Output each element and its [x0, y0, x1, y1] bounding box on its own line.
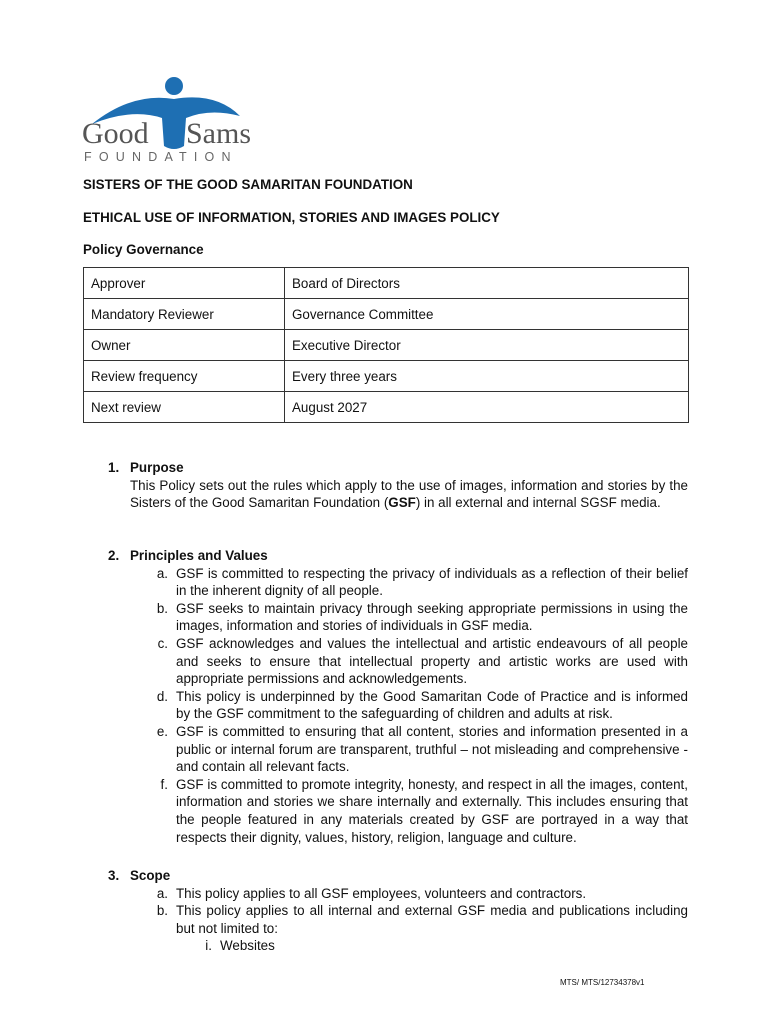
purpose-text	[130, 477, 688, 512]
list-item	[130, 688, 688, 723]
list-text: This policy applies to all internal and external GSF media and publications including but not limited to:	[176, 903, 688, 936]
list-item	[130, 723, 688, 776]
list-item	[130, 885, 688, 903]
table-value: Governance Committee	[285, 299, 689, 330]
governance-heading: Policy Governance	[83, 242, 204, 257]
section-number: 2.	[108, 548, 120, 563]
principles-list	[130, 565, 688, 847]
logo-tagline: FOUNDATION	[84, 150, 238, 164]
logo-word-left: Good	[82, 117, 149, 150]
list-text: GSF is committed to ensuring that all content, stories and information presented in a public or internal forum are transparent, truthful – not misleading and comprehensive - and contain all relevant facts.	[176, 723, 688, 775]
list-item	[130, 902, 688, 937]
list-label: i.	[205, 938, 212, 954]
table-value: Executive Director	[285, 330, 689, 361]
table-value: August 2027	[285, 392, 689, 423]
good-sams-logo-graphic	[82, 74, 272, 164]
table-row	[84, 299, 689, 330]
purpose-title: Purpose	[130, 460, 184, 475]
good-sams-logo	[82, 74, 272, 164]
purpose-text-bold: GSF	[388, 495, 416, 511]
list-text: This policy applies to all GSF employees, volunteers and contractors.	[176, 885, 587, 901]
purpose-section	[108, 459, 688, 512]
table-value: Every three years	[285, 361, 689, 392]
purpose-text-b: ) in all external and internal SGSF media.	[415, 495, 661, 511]
table-row	[84, 361, 689, 392]
document-reference: MTS/ MTS/12734378v1	[560, 978, 645, 987]
list-label: f.	[160, 776, 168, 792]
table-key: Owner	[84, 330, 285, 361]
list-text: GSF acknowledges and values the intellectual and artistic endeavours of all people and seeks to ensure that intellectual property and artistic works are used with appropriate permissions and acknowledgements.	[176, 635, 688, 687]
list-label: b.	[156, 600, 168, 616]
list-label: d.	[156, 688, 168, 704]
scope-title: Scope	[130, 868, 171, 883]
purpose-text-a: This Policy sets out the rules which apply to the use of images, information and stories by the Sisters of the Good Samaritan Foundation (	[130, 477, 688, 511]
list-item	[130, 776, 688, 846]
table-row	[84, 330, 689, 361]
list-label: b.	[156, 903, 168, 919]
policy-title: ETHICAL USE OF INFORMATION, STORIES AND IMAGES POLICY	[83, 210, 500, 225]
table-key: Approver	[84, 268, 285, 299]
org-heading: SISTERS OF THE GOOD SAMARITAN FOUNDATION	[83, 177, 413, 192]
list-label: a.	[156, 885, 168, 901]
logo-head-icon	[165, 77, 183, 95]
section-number: 3.	[108, 868, 120, 883]
principles-title: Principles and Values	[130, 548, 268, 563]
scope-list	[130, 885, 688, 938]
list-label: a.	[156, 565, 168, 581]
governance-table	[83, 267, 689, 423]
table-key: Next review	[84, 392, 285, 423]
list-text: GSF seeks to maintain privacy through seeking appropriate permissions in using the images, information and stories of individuals in GSF media.	[176, 600, 688, 634]
scope-section	[108, 867, 688, 955]
list-item	[130, 600, 688, 635]
list-item	[130, 565, 688, 600]
logo-word-right: Sams	[186, 117, 252, 150]
table-row	[84, 392, 689, 423]
list-item	[130, 937, 688, 955]
scope-sublist	[130, 937, 688, 955]
list-text: This policy is underpinned by the Good Samaritan Code of Practice and is informed by the GSF commitment to the safeguarding of children and adults at risk.	[176, 688, 688, 722]
table-value: Board of Directors	[285, 268, 689, 299]
principles-section	[108, 547, 688, 846]
list-text: GSF is committed to promote integrity, honesty, and respect in all the images, content, information and stories we share internally and externally. This includes ensuring that the people featured in any materials created by GSF are portrayed in a way that respects their dignity, values, history, religion, language and culture.	[176, 776, 688, 845]
table-key: Review frequency	[84, 361, 285, 392]
list-text: Websites	[220, 938, 275, 954]
list-label: e.	[156, 723, 168, 739]
table-key: Mandatory Reviewer	[84, 299, 285, 330]
list-text: GSF is committed to respecting the privacy of individuals as a reflection of their belief in the inherent dignity of all people.	[176, 565, 688, 599]
table-row	[84, 268, 689, 299]
section-number: 1.	[108, 460, 120, 475]
list-label: c.	[157, 635, 168, 651]
list-item	[130, 635, 688, 688]
